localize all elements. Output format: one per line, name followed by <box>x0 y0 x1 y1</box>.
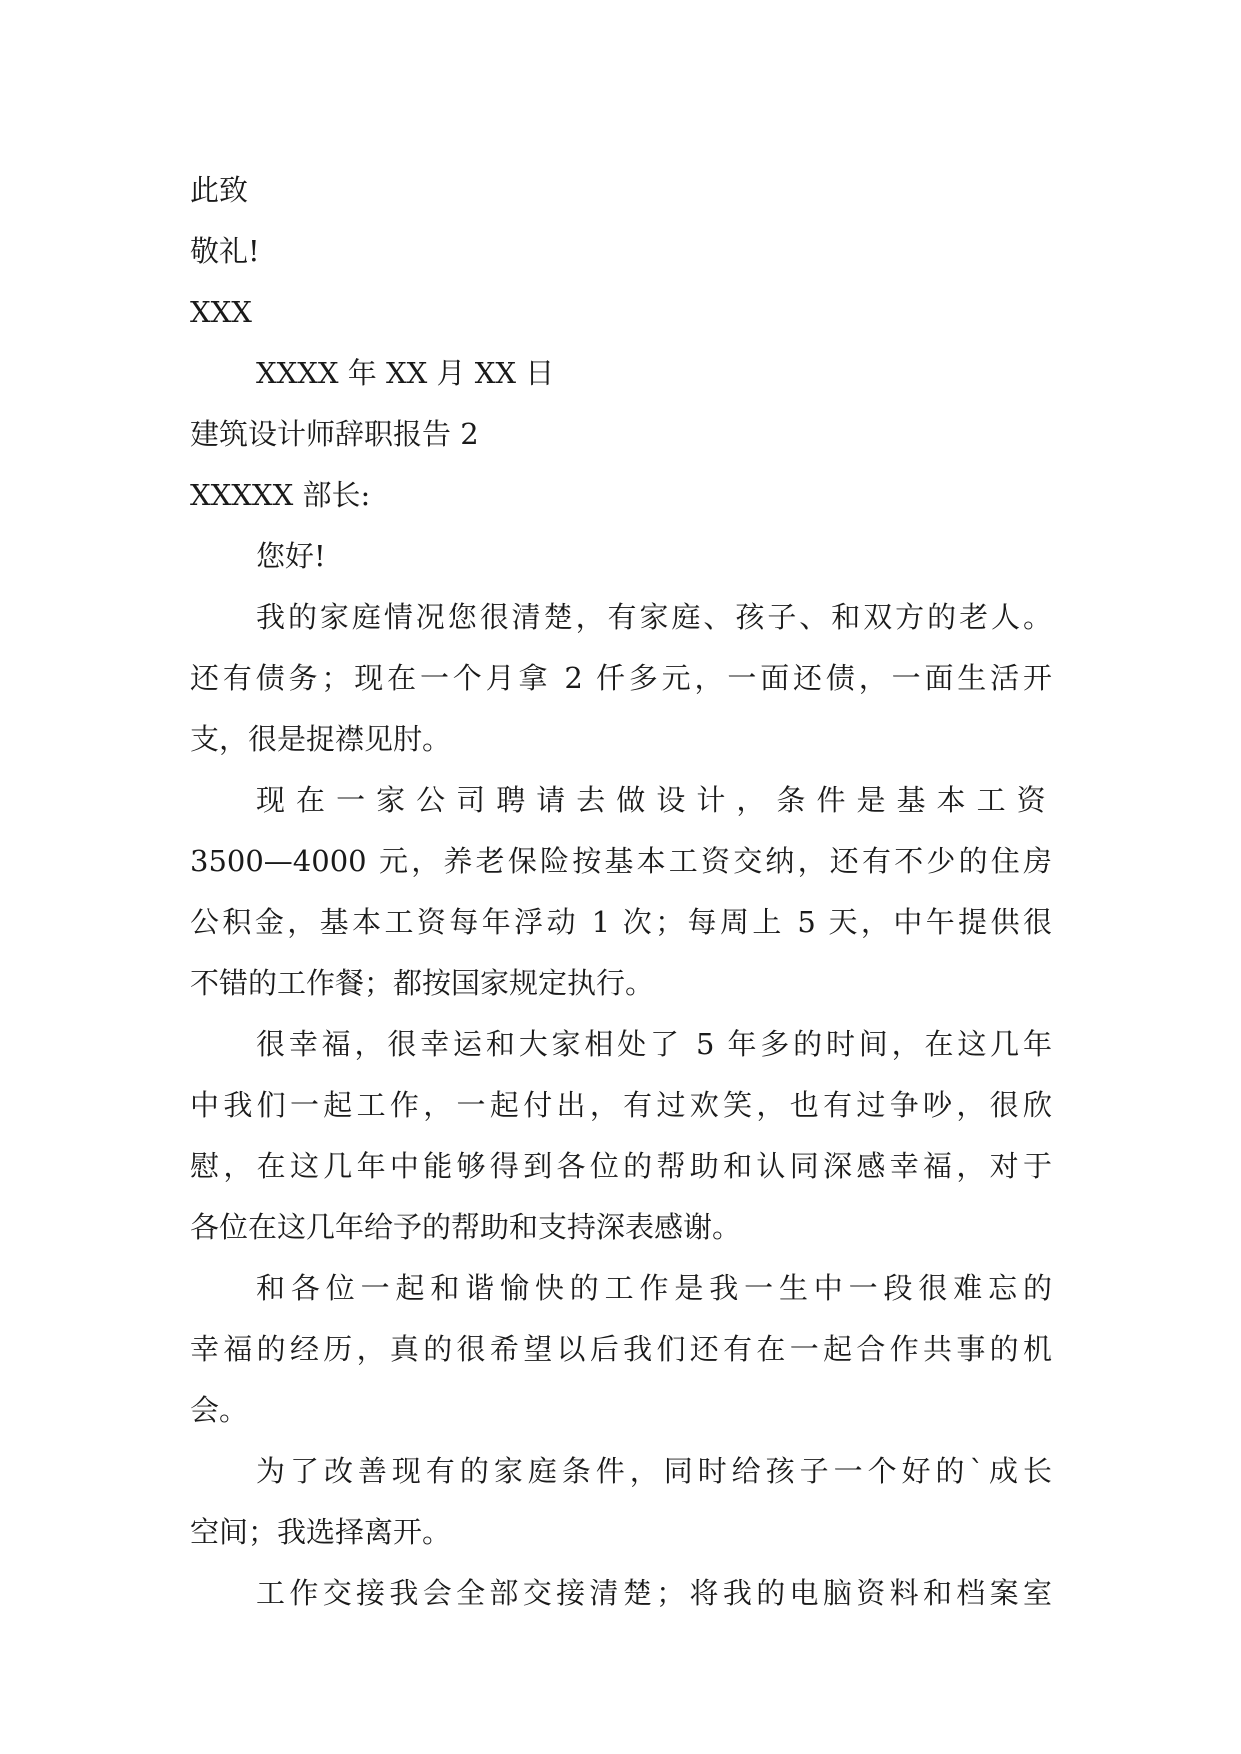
paragraph-line: 还有债务；现在一个月拿 2 仟多元，一面还债，一面生活开 <box>190 661 1052 695</box>
paragraph-line: 中我们一起工作，一起付出，有过欢笑，也有过争吵，很欣 <box>190 1088 1052 1122</box>
letter-body <box>190 160 1052 1624</box>
paragraph-line: 工作交接我会全部交接清楚；将我的电脑资料和档案室 <box>256 1576 1052 1610</box>
paragraph-line: 支，很是捉襟见肘。 <box>190 722 452 756</box>
paragraph-line: 现在一家公司聘请去做设计，条件是基本工资 <box>256 783 1052 817</box>
paragraph-line: 各位在这几年给予的帮助和支持深表感谢。 <box>190 1210 742 1244</box>
paragraph-line: 公积金，基本工资每年浮动 1 次；每周上 5 天，中午提供很 <box>190 905 1052 939</box>
signature-name: XXX <box>190 295 252 329</box>
paragraph-line: 和各位一起和谐愉快的工作是我一生中一段很难忘的 <box>256 1271 1052 1305</box>
section-title: 建筑设计师辞职报告 2 <box>190 417 479 451</box>
addressee-line: XXXXX 部长: <box>190 478 371 512</box>
paragraph-line: 不错的工作餐；都按国家规定执行。 <box>190 966 655 1000</box>
greeting-line: 您好! <box>256 539 326 573</box>
paragraph-line: 3500—4000 元，养老保险按基本工资交纳，还有不少的住房 <box>190 844 1052 878</box>
closing-line: 此致 <box>190 173 249 207</box>
paragraph-line: 为了改善现有的家庭条件，同时给孩子一个好的`成长 <box>256 1454 1052 1488</box>
paragraph-line: 会。 <box>190 1393 249 1427</box>
signature-date: XXXX 年 XX 月 XX 日 <box>256 356 555 390</box>
salutation-regards: 敬礼! <box>190 234 260 268</box>
paragraph-line: 我的家庭情况您很清楚，有家庭、孩子、和双方的老人。 <box>256 600 1052 634</box>
paragraph-line: 幸福的经历，真的很希望以后我们还有在一起合作共事的机 <box>190 1332 1052 1366</box>
paragraph-line: 空间；我选择离开。 <box>190 1515 452 1549</box>
paragraph-line: 很幸福，很幸运和大家相处了 5 年多的时间，在这几年 <box>256 1027 1052 1061</box>
paragraph-line: 慰，在这几年中能够得到各位的帮助和认同深感幸福，对于 <box>190 1149 1052 1183</box>
